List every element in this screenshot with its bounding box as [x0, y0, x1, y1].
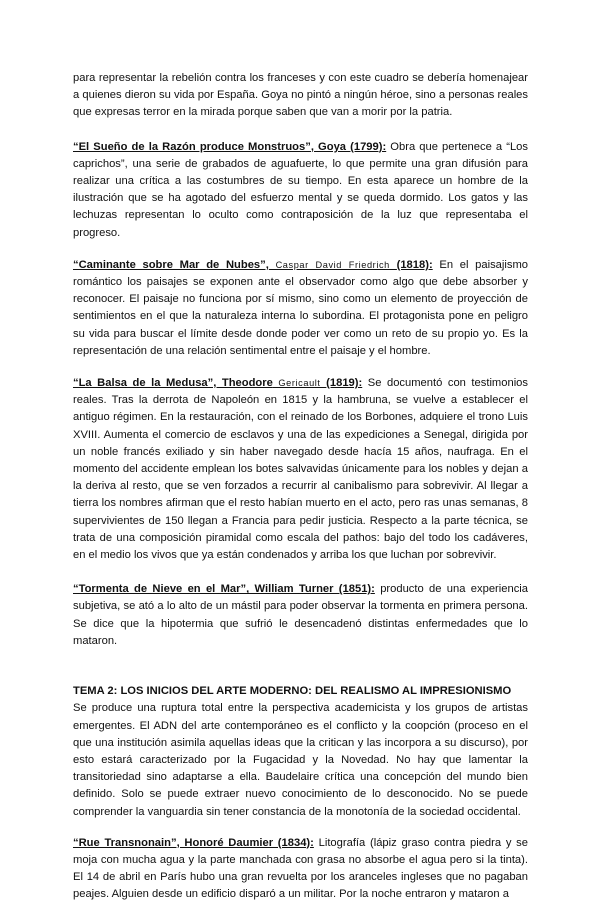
intro-paragraph: para representar la rebelión contra los franceses y con este cuadro se debería homenajear a quienes dieron su vida por España. Goya no pintó a ningún héroe, sino a personas reales que expresas terror en la mirada porque saben que van a morir por la patria. — [73, 72, 528, 119]
tormenta-title: “Tormenta de Nieve en el Mar”, William Turner (1851): — [73, 583, 375, 596]
caminante-title-part: “Caminante sobre Mar de Nubes”, — [73, 258, 269, 271]
rue-title: “Rue Transnonain”, Honoré Daumier (1834): — [73, 836, 314, 849]
suenio-title: “El Sueño de la Razón produce Monstruos”, Goya (1799): — [73, 140, 387, 153]
rue-body: Litografía (lápiz graso contra piedra y se moja con mucha agua y la parte manchada con grasa no absorbe el agua pero si la tinta). El 14 de abril en París hubo una gran revuelta por los aranceles ingleses que no pagaban peajes. Alguien desde un edificio disparó a un militar. Por la noche entraron y mataron a — [73, 836, 528, 901]
balsa-title-year: (1819): — [326, 377, 363, 390]
balsa-body: Se documentó con testimonios reales. Tras la derrota de Napoleón en 1815 y la hambruna, se vuelve a establecer el antiguo régimen. En la restauración, con el reinado de los Borbones, adquiere el trono Luis XVIII. Aumenta el comercio de esclavos y una de las expediciones a Senegal, dirigida por un noble francés exiliado y sin haber navegado desde hacía 15 años, naufraga. En el momento del accidente emplean los botes salvavidas únicamente para los nobles y dejan a la deriva al resto, que se ven forzados a recurrir al canibalismo para sobrevivir. Al llegar a tierra los nombres afirman que el resto habían muerto en el acto, pero ras unas semanas, 8 supervivientes de 150 llegan a Francia para pedir justicia. Respecto a la parte técnica, se trata de una composición piramidal como escala del pathos: bajo del todo los cadáveres, en el medio los vivos que ya están condenados y arriba los que luchan por sobrevivir. — [73, 377, 528, 562]
caminante-title-year: (1818): — [396, 258, 433, 271]
suenio-body: Obra que pertenece a “Los caprichos”, una serie de grabados de aguafuerte, lo que permite una gran difusión para realizar una crítica a las costumbres de su tiempo. En esta aparece un hombre de la ilustración que se ha agotado del esfuerzo mental y se queda dormido. Los gatos y las lechuzas representan lo oculto como contraposición de la luz que representaba el progreso. — [73, 140, 528, 239]
caminante-body: En el paisajismo romántico los paisajes se exponen ante el observador como algo que debe absorber y reconocer. El paisaje no funciona por sí mismo, sino como un elemento de proyección de sentimientos en el que la naturaleza interna lo subordina. El protagonista pone en peligro su vida para buscar el límite desde donde poder ver como un reto de su propio yo. Es la representación de una relación sentimental entre el paisaje y el hombre. — [73, 258, 528, 357]
balsa-title-part: “La Balsa de la Medusa”, Theodore — [73, 377, 273, 390]
tormenta-body: producto de una experiencia subjetiva, se ató a lo alto de un mástil para poder observar la tormenta en primera persona. Se dice que la hipotermia que sufrió le desencadenó distintas enfermedades que lo mataron. — [73, 583, 528, 647]
balsa-artist-name: Gericault — [272, 378, 327, 389]
balsa-paragraph — [73, 375, 528, 564]
rue-paragraph — [73, 835, 528, 904]
caminante-artist-name: Caspar David Friedrich — [268, 259, 397, 270]
document-page — [73, 70, 528, 904]
tormenta-paragraph — [73, 581, 528, 650]
caminante-title — [73, 259, 433, 271]
suenio-paragraph — [73, 139, 528, 242]
balsa-title — [73, 377, 362, 389]
tema-paragraph: Se produce una ruptura total entre la perspectiva academicista y los grupos de artistas emergentes. El ADN del arte contemporáneo es el conflicto y la coopción (proceso en el que una institución asimila aquellas ideas que la critican y las incorpora a su discurso), por esto estará caracterizado por la Fugacidad y la Novedad. No hay que lamentar la transitoriedad sino adaptarse a ella. Baudelaire crítica una concepción del mundo bien definido. Solo se puede extraer nuevo conocimiento de lo desconocido. No se puede comprender la vanguardia sin tener constancia de la monotonía de la sociedad occidental. — [73, 702, 528, 818]
caminante-paragraph — [73, 257, 528, 360]
tema-heading: TEMA 2: LOS INICIOS DEL ARTE MODERNO: DEL REALISMO AL IMPRESIONISMO — [73, 685, 512, 698]
